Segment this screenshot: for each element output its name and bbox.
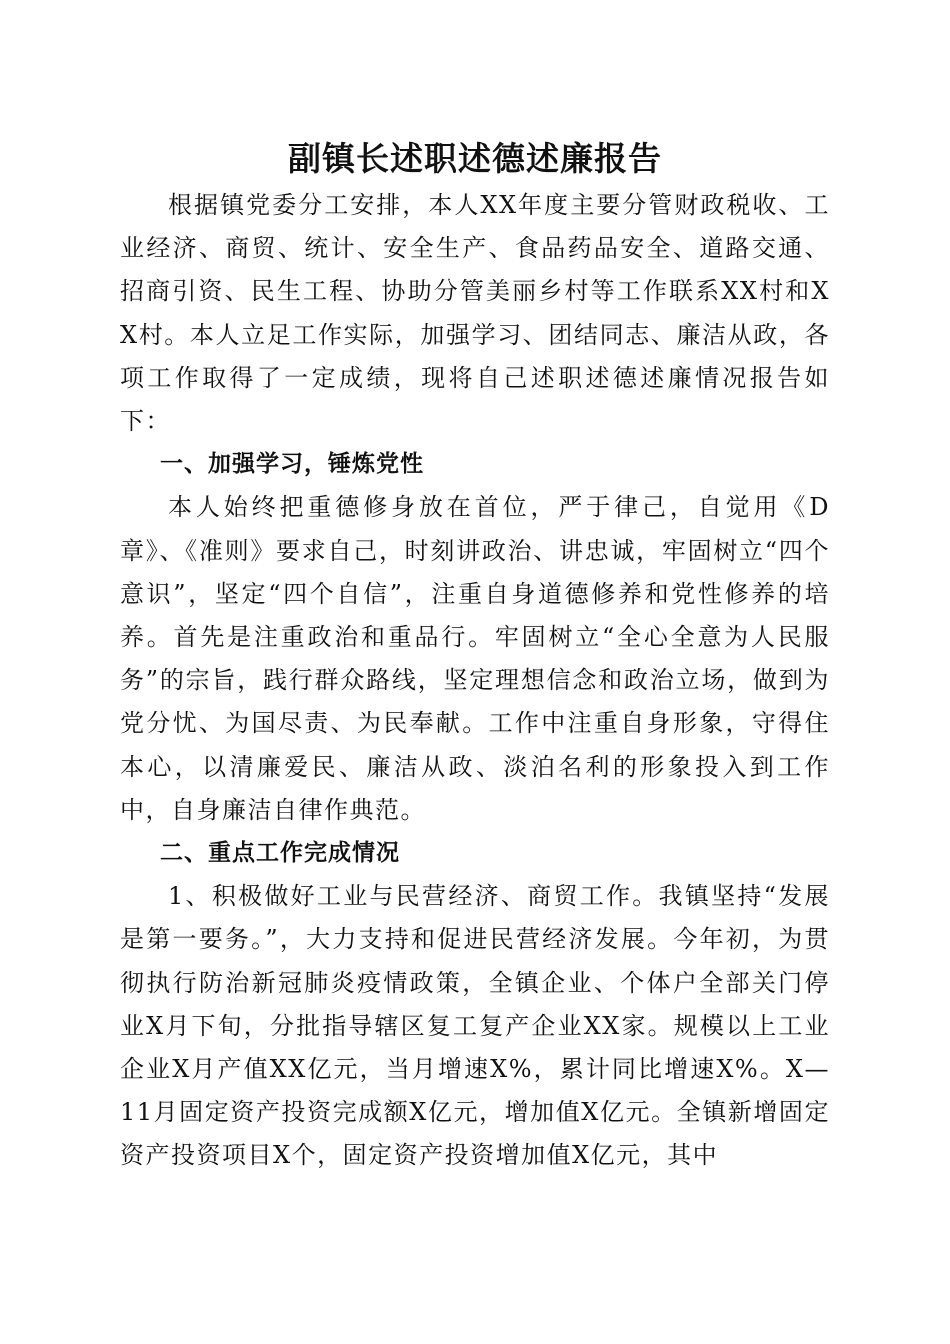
section-1-paragraph: 本人始终把重德修身放在首位，严于律己，自觉用《D章》、《准则》要求自己，时刻讲政治、讲忠诚，牢固树立“四个意识”，坚定“四个自信”，注重自身道德修养和党性修养的培养。首先是注重政治和重品行。牢固树立“全心全意为人民服务”的宗旨，践行群众路线，坚定理想信念和政治立场，做到为党分忧、为国尽责、为民奉献。工作中注重自身形象，守得住本心，以清廉爱民、廉洁从政、淡泊名利的形象投入到工作中，自身廉洁自律作典范。 [120,493,830,824]
section-1-heading: 一、加强学习，锤炼党性 [160,451,424,478]
section-2-heading: 二、重点工作完成情况 [160,840,400,867]
document-title: 副镇长述职述德述廉报告 [288,139,662,178]
document-body [120,134,830,1178]
intro-paragraph: 根据镇党委分工安排，本人XX年度主要分管财政税收、工业经济、商贸、统计、安全生产、食品药品安全、道路交通、招商引资、民生工程、协助分管美丽乡村等工作联系XX村和XX村。本人立足工作实际，加强学习、团结同志、廉洁从政，各项工作取得了一定成绩，现将自己述职述德述廉情况报告如下： [120,191,830,436]
section-2-paragraph: 1、积极做好工业与民营经济、商贸工作。我镇坚持“发展是第一要务。”，大力支持和促进民营经济发展。今年初，为贯彻执行防治新冠肺炎疫情政策，全镇企业、个体户全部关门停业X月下旬，分批指导辖区复工复产企业XX家。规模以上工业企业X月产值XX亿元，当月增速X%，累计同比增速X%。X—11月固定资产投资完成额X亿元，增加值X亿元。全镇新增固定资产投资项目X个，固定资产投资增加值X亿元，其中 [120,882,830,1170]
